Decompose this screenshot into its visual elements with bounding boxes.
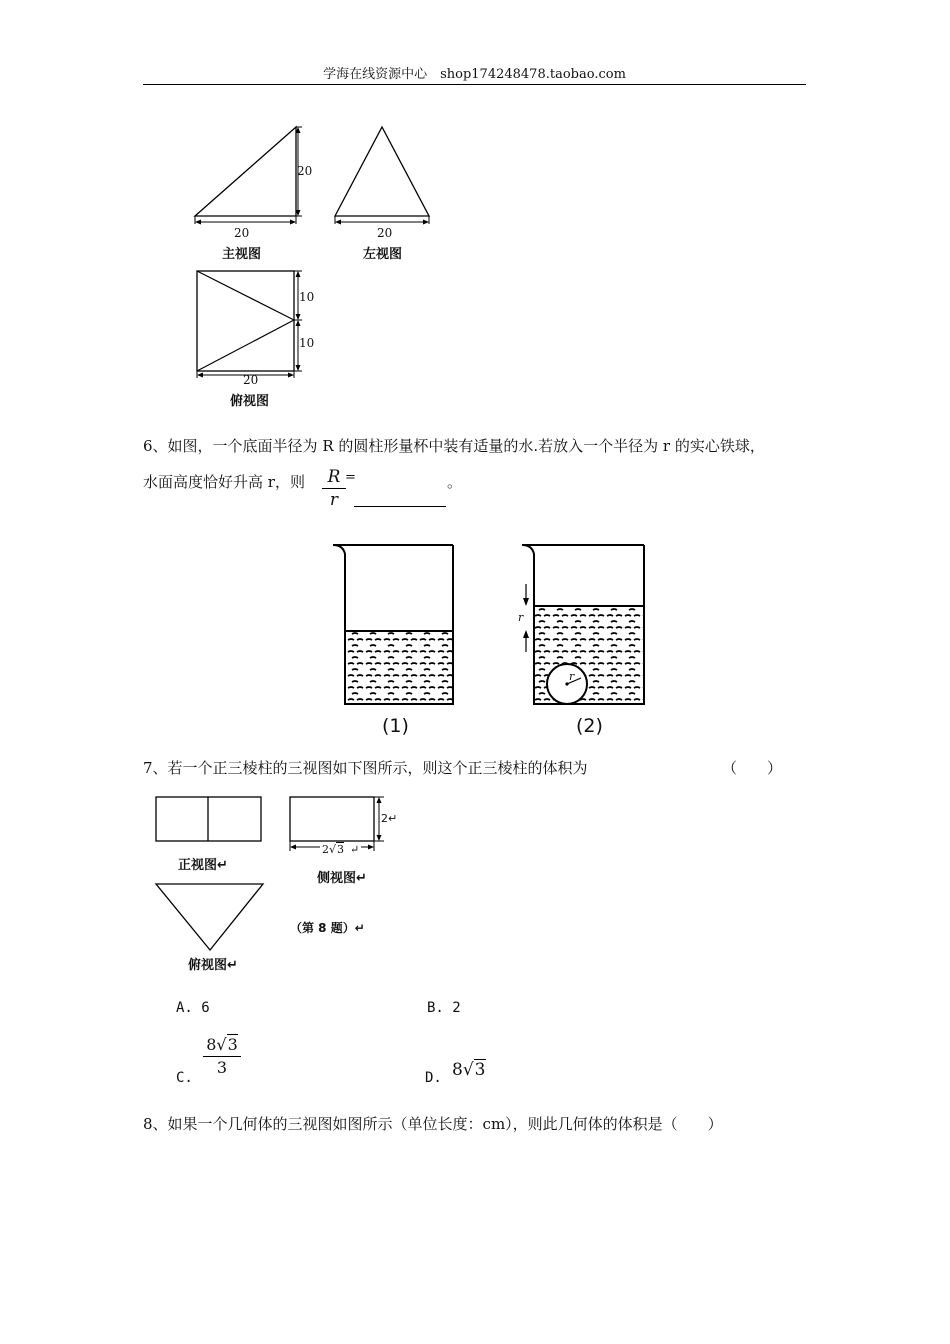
q7-option-a[interactable]: A. 6	[176, 1000, 210, 1016]
q5-side-view-label: 左视图	[363, 247, 403, 262]
q7-text: 7、若一个正三棱柱的三视图如下图所示，则这个正三棱柱的体积为	[143, 759, 588, 777]
q5-top-dim-lower: 10	[299, 336, 315, 350]
q7-option-d-value[interactable]: 8√3	[452, 1060, 486, 1080]
q5-top-width-dim: 20	[243, 373, 259, 387]
q5-front-height-dim: 20	[297, 164, 313, 178]
q7-top-view-label: 俯视图↵	[188, 958, 238, 973]
q8-text: 8、如果一个几何体的三视图如图所示（单位长度：cm），则此几何体的体积是（ ）	[143, 1115, 723, 1133]
page-header: 学海在线资源中心 shop174248478.taobao.com	[143, 66, 806, 85]
q6-cylinder-figure-1	[328, 540, 463, 710]
q7-side-width-coef: 2	[322, 843, 329, 856]
q6-figure-1-label: (1)	[382, 715, 409, 737]
q7-option-d-prefix[interactable]: D.	[425, 1070, 442, 1086]
q7-side-view-label: 侧视图↵	[317, 871, 367, 886]
q5-side-width-dim: 20	[377, 226, 393, 240]
q6-r-mark-left: r	[518, 611, 524, 624]
q6-frac-denominator: r	[329, 490, 339, 510]
q7-answer-paren: （ ）	[722, 759, 783, 777]
q6-fraction-r-over-r	[322, 466, 346, 511]
q7-side-width-radicand: 3	[337, 843, 345, 856]
q7-option-c-denominator: 3	[216, 1058, 228, 1077]
q6-frac-numerator: R	[322, 466, 346, 489]
q7-side-width-dim: 2√3 ↵	[322, 843, 360, 856]
q5-top-view-label: 俯视图	[230, 394, 270, 409]
q5-top-dim-upper: 10	[299, 290, 315, 304]
q7-option-c-num-radicand: 3	[227, 1035, 238, 1054]
q5-front-view-label: 主视图	[222, 247, 262, 262]
q7-side-height-dim: 2↵	[381, 812, 398, 825]
q6-equals: =	[345, 470, 356, 485]
q6-r-mark-ball: r	[569, 670, 575, 683]
q7-option-c-fraction[interactable]	[203, 1034, 241, 1079]
q6-text-line1: 6、如图，一个底面半径为 R 的圆柱形量杯中装有适量的水.若放入一个半径为 r 的实心铁球，	[143, 437, 765, 455]
q5-top-view	[190, 265, 320, 380]
q6-figure-2-label: (2)	[576, 715, 603, 737]
q7-option-d-coef: 8	[452, 1060, 463, 1080]
q6-answer-blank	[354, 506, 446, 507]
q7-figure-caption: （第 8 题）↵	[290, 921, 365, 935]
q5-side-view	[330, 120, 435, 225]
q7-option-c-num-coef: 8	[206, 1035, 217, 1054]
q7-option-d-radicand: 3	[474, 1060, 486, 1080]
q7-side-width-tail: ↵	[350, 843, 360, 856]
q7-option-c-numerator: 8√3	[203, 1034, 241, 1057]
q6-end-mark: 。	[447, 473, 463, 491]
q7-front-view-label: 正视图↵	[178, 858, 228, 873]
q7-option-b[interactable]: B. 2	[427, 1000, 461, 1016]
q7-top-view	[150, 878, 270, 956]
q6-text-line2: 水面高度恰好升高 r，则	[143, 473, 305, 491]
q7-option-c-prefix[interactable]: C.	[176, 1070, 193, 1086]
q7-front-view	[150, 792, 270, 844]
q6-cylinder-figure-2	[515, 540, 655, 710]
q5-front-width-dim: 20	[234, 226, 250, 240]
